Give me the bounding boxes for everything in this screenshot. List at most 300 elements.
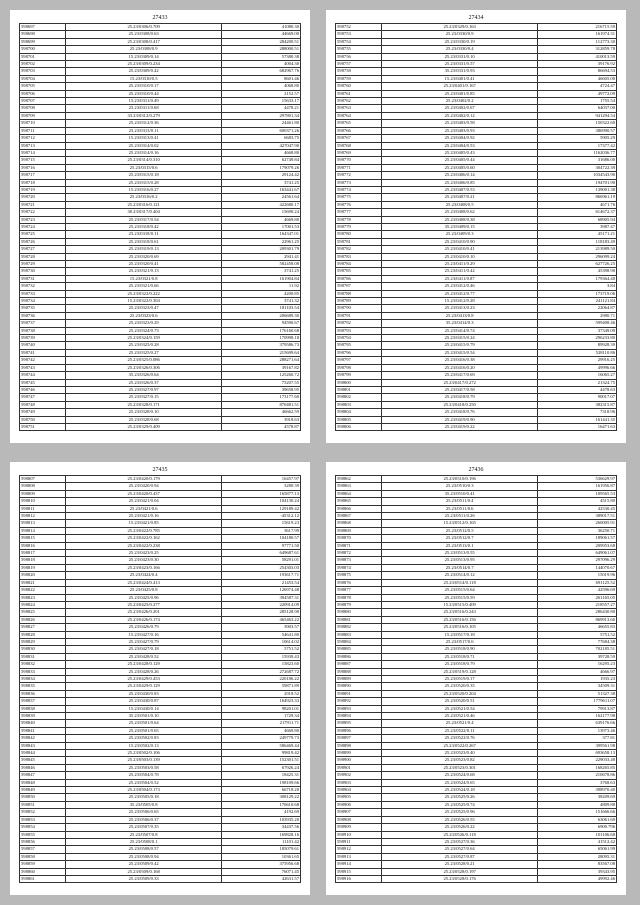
record-id-cell: 598823 xyxy=(20,594,66,601)
table-row xyxy=(20,423,301,430)
table-row xyxy=(20,476,301,483)
record-id-cell: 598890 xyxy=(336,683,382,690)
record-id-cell: 598815 xyxy=(20,535,66,542)
amount-cell: 7318.96 xyxy=(537,409,616,416)
table-row xyxy=(336,157,617,164)
reference-code-cell: 25.23/0501/0.65 xyxy=(66,727,221,734)
reference-code-cell: 25.23/0504/0.78 xyxy=(66,772,221,779)
amount-cell: 254303.03 xyxy=(221,564,300,571)
reference-code-cell: 15.23/0309/0.14 xyxy=(66,53,221,60)
amount-cell: 46655.83 xyxy=(537,624,616,631)
table-row xyxy=(20,112,301,119)
amount-cell: 39658.95 xyxy=(221,386,300,393)
amount-cell: 3741.25 xyxy=(221,179,300,186)
amount-cell: 75207.55 xyxy=(221,379,300,386)
amount-cell: 398970.40 xyxy=(537,787,616,794)
table-row xyxy=(20,409,301,416)
table-row xyxy=(20,327,301,334)
table-row xyxy=(20,668,301,675)
amount-cell: 2980.71 xyxy=(537,312,616,319)
record-id-cell: 598852 xyxy=(20,809,66,816)
amount-cell: 4478.63 xyxy=(537,386,616,393)
table-row xyxy=(336,386,617,393)
table-row xyxy=(336,53,617,60)
record-id-cell: 598722 xyxy=(20,209,66,216)
reference-code-cell: 25.23/0419/0.90 xyxy=(382,416,537,423)
amount-cell: 144070.67 xyxy=(537,564,616,571)
amount-cell: 15939.43 xyxy=(221,653,300,660)
amount-cell: 189061.57 xyxy=(537,535,616,542)
record-id-cell: 598699 xyxy=(20,38,66,45)
amount-cell: 24561.64 xyxy=(221,194,300,201)
table-row xyxy=(336,809,617,816)
record-id-cell: 598888 xyxy=(336,668,382,675)
amount-cell: 42631.57 xyxy=(221,875,300,882)
amount-cell: 161904.84 xyxy=(221,275,300,282)
record-id-cell: 598896 xyxy=(336,727,382,734)
reference-code-cell: 25.23/0327/0.97 xyxy=(66,386,221,393)
table-row xyxy=(336,698,617,705)
table-row xyxy=(336,379,617,386)
amount-cell: 4669.80 xyxy=(221,727,300,734)
table-row xyxy=(336,127,617,134)
amount-cell: 97771.50 xyxy=(221,542,300,549)
table-row xyxy=(20,690,301,697)
reference-code-cell: 15.23/0321/0.8 xyxy=(66,275,221,282)
record-id-cell: 598868 xyxy=(336,520,382,527)
amount-cell: 22064.87 xyxy=(537,305,616,312)
table-row xyxy=(20,861,301,868)
reference-code-cell: 35.23/0414/0.3 xyxy=(382,320,537,327)
amount-cell: 296099.24 xyxy=(537,253,616,260)
table-row xyxy=(336,401,617,408)
reference-code-cell: 25.23/0514/0.118 xyxy=(382,579,537,586)
amount-cell: 165877.13 xyxy=(221,490,300,497)
record-id-cell: 598786 xyxy=(336,275,382,282)
table-row xyxy=(20,149,301,156)
reference-code-cell: 25.23/0420/0.179 xyxy=(66,476,221,483)
record-id-cell: 598807 xyxy=(20,476,66,483)
reference-code-cell: 25.23/0311/0.68 xyxy=(66,105,221,112)
reference-code-cell: 25.23/0325/0.27 xyxy=(66,349,221,356)
amount-cell: 18425.31 xyxy=(221,772,300,779)
amount-cell: 170998.18 xyxy=(221,335,300,342)
record-id-cell: 598739 xyxy=(20,335,66,342)
table-row xyxy=(20,157,301,164)
amount-cell: 249779.73 xyxy=(221,735,300,742)
table-row xyxy=(336,794,617,801)
reference-code-cell: 25.23/0324/0.73 xyxy=(66,327,221,334)
reference-code-cell: 25.23/0502/0.83 xyxy=(66,735,221,742)
reference-code-cell: 25.23/0323/0.6 xyxy=(66,312,221,319)
reference-code-cell: 25.23/0503/0.139 xyxy=(66,757,221,764)
record-id-cell: 598842 xyxy=(20,735,66,742)
table-row xyxy=(20,564,301,571)
table-row xyxy=(336,520,617,527)
amount-cell: 312859.78 xyxy=(537,46,616,53)
reference-code-cell: 25.23/0430/0.87 xyxy=(66,698,221,705)
reference-code-cell: 25.23/0508/0.94 xyxy=(66,853,221,860)
reference-code-cell: 25.23/0527/0.64 xyxy=(382,846,537,853)
reference-code-cell: 25.23/0428/0.26 xyxy=(66,668,221,675)
table-row xyxy=(20,579,301,586)
amount-cell: 382315.87 xyxy=(537,401,616,408)
reference-code-cell: 15.23/0512/0.165 xyxy=(382,520,537,527)
amount-cell: 4578.87 xyxy=(221,423,300,430)
reference-code-cell: 25.23/0427/0.18 xyxy=(66,646,221,653)
amount-cell: 21324.75 xyxy=(537,379,616,386)
amount-cell: 44669.00 xyxy=(221,31,300,38)
reference-code-cell: 15.23/0517/0.18 xyxy=(382,631,537,638)
reference-code-cell: 35.23/0505/0.8 xyxy=(66,801,221,808)
table-row xyxy=(20,853,301,860)
table-row xyxy=(336,349,617,356)
amount-cell: 649061.07 xyxy=(537,550,616,557)
table-row xyxy=(20,713,301,720)
amount-cell: 64037.00 xyxy=(537,105,616,112)
table-row xyxy=(336,483,617,490)
reference-code-cell: 25.23/0419/0.22 xyxy=(382,423,537,430)
reference-code-cell: 25.23/0526/0.22 xyxy=(382,824,537,831)
record-id-cell: 598746 xyxy=(20,386,66,393)
record-id-cell: 598740 xyxy=(20,342,66,349)
amount-cell: 168265.85 xyxy=(537,764,616,771)
reference-code-cell: 15.23/0412/0.28 xyxy=(382,298,537,305)
record-id-cell: 598856 xyxy=(20,838,66,845)
reference-code-cell: 25.23/0503/0.58 xyxy=(66,764,221,771)
table-row xyxy=(336,46,617,53)
record-id-cell: 598886 xyxy=(336,653,382,660)
table-row xyxy=(20,750,301,757)
record-id-cell: 598854 xyxy=(20,824,66,831)
reference-code-cell: 25.23/0406/0.14 xyxy=(382,172,537,179)
table-row xyxy=(336,320,617,327)
amount-cell: 57380.38 xyxy=(221,53,300,60)
table-row xyxy=(336,135,617,142)
reference-code-cell: 25.23/0326/0.37 xyxy=(66,379,221,386)
table-row xyxy=(336,149,617,156)
amount-cell: 83567.08 xyxy=(537,861,616,868)
record-id-cell: 598904 xyxy=(336,787,382,794)
amount-cell: 39728.59 xyxy=(537,653,616,660)
table-row xyxy=(336,179,617,186)
reference-code-cell: 25.23/0417/0.69 xyxy=(382,372,537,379)
amount-cell: 98201.01 xyxy=(221,705,300,712)
reference-code-cell: 25.23/0410/0.10 xyxy=(382,253,537,260)
table-row xyxy=(20,624,301,631)
table-row xyxy=(20,223,301,230)
table-row xyxy=(336,142,617,149)
table-row xyxy=(20,275,301,282)
reference-code-cell: 25.23/0518/0.71 xyxy=(382,653,537,660)
reference-code-cell: 25.23/0404/0.92 xyxy=(382,135,537,142)
record-id-cell: 598803 xyxy=(336,401,382,408)
record-id-cell: 598861 xyxy=(20,875,66,882)
record-id-cell: 598701 xyxy=(20,53,66,60)
reference-code-cell: 25.23/0512/0.5 xyxy=(382,527,537,534)
table-row xyxy=(336,112,617,119)
record-id-cell: 598909 xyxy=(336,824,382,831)
amount-cell: 4192.69 xyxy=(221,809,300,816)
reference-code-cell: 25.23/0423/0.25 xyxy=(66,550,221,557)
amount-cell: 11101.42 xyxy=(221,838,300,845)
reference-code-cell: 25.23/0413/0.23 xyxy=(382,305,537,312)
table-row xyxy=(336,24,617,31)
amount-cell: 386990.57 xyxy=(537,127,616,134)
amount-cell: 63061.69 xyxy=(537,816,616,823)
record-id-cell: 598826 xyxy=(20,616,66,623)
table-row xyxy=(336,490,617,497)
record-id-cell: 598901 xyxy=(336,764,382,771)
amount-cell: 45171.21 xyxy=(537,231,616,238)
record-id-cell: 598799 xyxy=(336,372,382,379)
reference-code-cell: 25.23/0422/0.238 xyxy=(66,542,221,549)
record-id-cell: 598872 xyxy=(336,550,382,557)
amount-cell: 582458.08 xyxy=(221,261,300,268)
table-row xyxy=(20,609,301,616)
record-id-cell: 598707 xyxy=(20,98,66,105)
reference-code-cell: 25.23/0514/0.12 xyxy=(382,572,537,579)
record-id-cell: 598824 xyxy=(20,601,66,608)
amount-cell: 28095.31 xyxy=(537,853,616,860)
record-id-cell: 598903 xyxy=(336,779,382,786)
reference-code-cell: 25.23/0330/0.9 xyxy=(382,31,537,38)
reference-code-cell: 25.23/0528/0.176 xyxy=(382,875,537,882)
reference-code-cell: 25.23/0310/0.44 xyxy=(66,90,221,97)
amount-cell: 220914.09 xyxy=(221,601,300,608)
reference-code-cell: 25.23/0402/0.2 xyxy=(382,98,537,105)
reference-code-cell: 25.23/0508/0.1 xyxy=(66,838,221,845)
amount-cell: 41512.42 xyxy=(537,838,616,845)
amount-cell: 126974.48 xyxy=(221,587,300,594)
reference-code-cell: 25.23/0306/0.709 xyxy=(66,24,221,31)
record-id-cell: 598763 xyxy=(336,105,382,112)
table-row xyxy=(20,253,301,260)
record-id-cell: 598908 xyxy=(336,816,382,823)
table-row xyxy=(336,594,617,601)
record-id-cell: 598827 xyxy=(20,624,66,631)
table-row xyxy=(20,68,301,75)
reference-code-cell: 25.23/0329/0.409 xyxy=(66,423,221,430)
amount-cell: 702185.51 xyxy=(537,646,616,653)
reference-code-cell: 25.23/0326/0.306 xyxy=(66,364,221,371)
table-row xyxy=(336,476,617,483)
page-number: 27435 xyxy=(152,467,168,473)
amount-cell: 164347.01 xyxy=(221,231,300,238)
reference-code-cell: 25.23/0328/0.171 xyxy=(66,401,221,408)
table-row xyxy=(20,372,301,379)
record-id-cell: 598812 xyxy=(20,513,66,520)
amount-cell: 4200.85 xyxy=(221,290,300,297)
table-row xyxy=(20,587,301,594)
amount-cell: 86694.53 xyxy=(537,68,616,75)
table-row xyxy=(336,557,617,564)
table-row xyxy=(336,683,617,690)
record-id-cell: 598802 xyxy=(336,394,382,401)
table-row xyxy=(20,616,301,623)
table-row xyxy=(336,61,617,68)
amount-cell: 4669.80 xyxy=(221,216,300,223)
record-id-cell: 598759 xyxy=(336,75,382,82)
record-id-cell: 598805 xyxy=(336,416,382,423)
reference-code-cell: 25.23/0319/0.13 xyxy=(66,246,221,253)
table-row xyxy=(20,520,301,527)
amount-cell: 3617.99 xyxy=(221,527,300,534)
reference-code-cell: 25.23/0523/0.40 xyxy=(382,750,537,757)
table-row xyxy=(336,675,617,682)
amount-cell: 179364.40 xyxy=(537,275,616,282)
reference-code-cell: 25.23/0320/0.41 xyxy=(66,261,221,268)
amount-cell: 152301.51 xyxy=(221,757,300,764)
reference-code-cell: 25.23/0519/0.128 xyxy=(382,668,537,675)
amount-cell: 17377.42 xyxy=(537,142,616,149)
reference-code-cell: 25.23/0416/0.38 xyxy=(382,357,537,364)
record-id-cell: 598915 xyxy=(336,868,382,875)
record-id-cell: 598733 xyxy=(20,290,66,297)
record-id-cell: 598791 xyxy=(336,312,382,319)
reference-code-cell: 35.23/0331/0.93 xyxy=(382,68,537,75)
record-id-cell: 598859 xyxy=(20,861,66,868)
record-id-cell: 598747 xyxy=(20,394,66,401)
record-id-cell: 598779 xyxy=(336,223,382,230)
record-id-cell: 598716 xyxy=(20,164,66,171)
amount-cell: 627726.25 xyxy=(537,261,616,268)
record-id-cell: 598756 xyxy=(336,53,382,60)
reference-code-cell: 15.23/0311/0.49 xyxy=(66,98,221,105)
table-row xyxy=(20,772,301,779)
record-id-cell: 598760 xyxy=(336,83,382,90)
table-row xyxy=(336,846,617,853)
reference-code-cell: 25.23/0317/0.54 xyxy=(66,216,221,223)
reference-code-cell: 25.23/0429/0.453 xyxy=(66,675,221,682)
table-row xyxy=(20,816,301,823)
amount-cell: 49992.46 xyxy=(537,875,616,882)
record-id-cell: 598788 xyxy=(336,290,382,297)
reference-code-cell: 25.23/0313/0.11 xyxy=(66,127,221,134)
table-row xyxy=(20,335,301,342)
record-id-cell: 598825 xyxy=(20,609,66,616)
amount-cell: 22961.25 xyxy=(221,238,300,245)
amount-cell: 465463.22 xyxy=(221,616,300,623)
reference-code-cell: 25.23/0506/0.37 xyxy=(66,816,221,823)
table-row xyxy=(336,542,617,549)
table-row xyxy=(336,246,617,253)
table-row xyxy=(20,401,301,408)
amount-cell: 379586.73 xyxy=(221,342,300,349)
reference-code-cell: 25.23/0410/0.90 xyxy=(382,238,537,245)
amount-cell: 218557.27 xyxy=(537,601,616,608)
table-row xyxy=(336,564,617,571)
record-id-cell: 598761 xyxy=(336,90,382,97)
reference-code-cell: 25.23/0424/0.413 xyxy=(66,579,221,586)
reference-code-cell: 25.23/0423/0.166 xyxy=(66,564,221,571)
amount-cell: 586469.44 xyxy=(221,742,300,749)
record-id-cell: 598710 xyxy=(20,120,66,127)
amount-cell: 3.84 xyxy=(537,283,616,290)
table-row xyxy=(20,764,301,771)
table-row xyxy=(20,483,301,490)
reference-code-cell: 25.23/0513/0.55 xyxy=(382,550,537,557)
reference-code-cell: 25.23/0423/0.30 xyxy=(66,557,221,564)
amount-cell: 206689.30 xyxy=(221,312,300,319)
record-id-cell: 598814 xyxy=(20,527,66,534)
record-id-cell: 598864 xyxy=(336,490,382,497)
amount-cell: 173177.60 xyxy=(221,394,300,401)
reference-code-cell: 25.23/0517/0.6 xyxy=(382,638,537,645)
reference-code-cell: 25.23/0411/0.29 xyxy=(382,261,537,268)
record-id-cell: 598844 xyxy=(20,750,66,757)
amount-cell: 286430.80 xyxy=(537,609,616,616)
amount-cell: 410013.59 xyxy=(537,53,616,60)
page-number: 27433 xyxy=(152,15,168,21)
table-row xyxy=(336,68,617,75)
table-row xyxy=(336,312,617,319)
amount-cell: 90017.07 xyxy=(537,394,616,401)
amount-cell: 15690.24 xyxy=(221,209,300,216)
table-row xyxy=(20,290,301,297)
amount-cell: 869913.60 xyxy=(537,616,616,623)
record-id-cell: 598709 xyxy=(20,112,66,119)
reference-code-cell: 25.23/0416/0.20 xyxy=(382,364,537,371)
reference-code-cell: 25.23/0513/0.1 xyxy=(382,542,537,549)
table-row xyxy=(336,705,617,712)
record-id-cell: 598878 xyxy=(336,594,382,601)
table-row xyxy=(336,735,617,742)
amount-cell: 614672.37 xyxy=(537,209,616,216)
record-id-cell: 598898 xyxy=(336,742,382,749)
reference-code-cell: 25.23/0322/0.222 xyxy=(66,290,221,297)
table-row xyxy=(20,720,301,727)
table-row xyxy=(336,342,617,349)
record-id-cell: 598849 xyxy=(20,787,66,794)
reference-code-cell: 25.23/0510/0.3 xyxy=(382,483,537,490)
amount-cell: 4515.80 xyxy=(537,498,616,505)
reference-code-cell: 25.23/0518/0.79 xyxy=(382,661,537,668)
table-row xyxy=(336,164,617,171)
table-row xyxy=(336,838,617,845)
reference-code-cell: 25.23/0405/0.60 xyxy=(382,164,537,171)
document-page-2 xyxy=(326,10,626,443)
record-id-cell: 598907 xyxy=(336,809,382,816)
amount-cell: 103935.20 xyxy=(221,816,300,823)
reference-code-cell: 25.23/0528/0.197 xyxy=(382,868,537,875)
table-row xyxy=(336,609,617,616)
record-id-cell: 598818 xyxy=(20,557,66,564)
amount-cell: 4809.88 xyxy=(537,801,616,808)
reference-code-cell: 15.23/0322/0.304 xyxy=(66,298,221,305)
record-id-cell: 598745 xyxy=(20,379,66,386)
table-row xyxy=(336,861,617,868)
reference-code-cell: 25.23/0527/0.36 xyxy=(382,838,537,845)
amount-cell: 11.92 xyxy=(221,283,300,290)
table-row xyxy=(336,779,617,786)
record-id-cell: 598897 xyxy=(336,735,382,742)
amount-cell: 1935.23 xyxy=(537,675,616,682)
reference-code-cell: 25.23/0328/0.10 xyxy=(66,409,221,416)
amount-cell: 15633.17 xyxy=(221,98,300,105)
table-row xyxy=(20,527,301,534)
table-row xyxy=(336,261,617,268)
amount-cell: 284200.51 xyxy=(221,38,300,45)
record-id-cell: 598725 xyxy=(20,231,66,238)
table-row xyxy=(20,824,301,831)
amount-cell: 16065.27 xyxy=(537,372,616,379)
table-row xyxy=(336,357,617,364)
reference-code-cell: 25.23/0403/0.93 xyxy=(382,127,537,134)
table-row xyxy=(20,261,301,268)
record-id-cell: 598762 xyxy=(336,98,382,105)
table-row xyxy=(336,527,617,534)
